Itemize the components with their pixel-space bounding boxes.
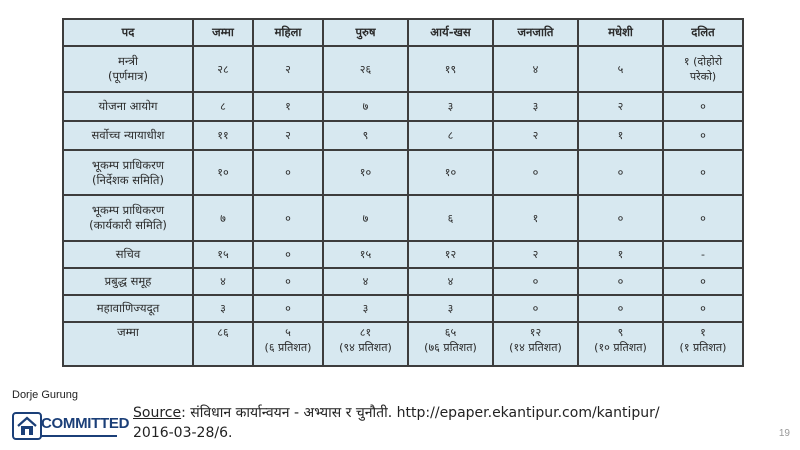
table-row	[63, 268, 743, 295]
table-cell: ७	[323, 92, 408, 121]
table-cell: ०	[663, 295, 743, 322]
table-cell: २	[493, 121, 578, 150]
table-cell: ४	[193, 268, 253, 295]
table-cell: ७	[193, 195, 253, 241]
table-cell: ३	[323, 295, 408, 322]
table-cell: ३	[408, 295, 493, 322]
table-cell: ३	[193, 295, 253, 322]
table-cell: ६	[408, 195, 493, 241]
table-cell: १ (१ प्रतिशत)	[663, 322, 743, 366]
table-cell: ३	[408, 92, 493, 121]
table-cell: ०	[663, 268, 743, 295]
table-cell: ०	[253, 295, 323, 322]
table-cell: ०	[578, 195, 663, 241]
table-cell: २६	[323, 46, 408, 92]
table-cell: ०	[493, 268, 578, 295]
row-label-cell: भूकम्प प्राधिकरण (निर्देशक समिति)	[63, 150, 193, 195]
table-cell: २	[493, 241, 578, 268]
table-row	[63, 322, 743, 366]
header-total: जम्मा	[193, 19, 253, 46]
table-cell: ०	[253, 241, 323, 268]
source-text: : संविधान कार्यान्वयन - अभ्यास र चुनौती. http://epaper.ekantipur.com/kantipur/ 2016-03-28/6.	[133, 405, 660, 441]
table-cell: ६५ (७६ प्रतिशत)	[408, 322, 493, 366]
source-label: Source	[133, 405, 182, 421]
table-cell: ०	[663, 195, 743, 241]
table-cell: ७	[323, 195, 408, 241]
table-cell: १५	[323, 241, 408, 268]
table-cell: ८६	[193, 322, 253, 366]
table-cell: ०	[493, 150, 578, 195]
table-cell: ३	[493, 92, 578, 121]
row-label-cell: भूकम्प प्राधिकरण (कार्यकारी समिति)	[63, 195, 193, 241]
house-icon	[12, 412, 42, 440]
table-cell: १०	[193, 150, 253, 195]
table-cell: १	[578, 121, 663, 150]
table-cell: ०	[663, 150, 743, 195]
table-cell: ८१ (९४ प्रतिशत)	[323, 322, 408, 366]
table-cell: ०	[578, 150, 663, 195]
table-cell: ८	[408, 121, 493, 150]
page-number: 19	[778, 428, 790, 439]
table-cell: ०	[493, 295, 578, 322]
header-madheshi: मधेशी	[578, 19, 663, 46]
logo-text: COMMITTED	[41, 415, 130, 432]
row-label-cell: सचिव	[63, 241, 193, 268]
table-cell: ०	[253, 195, 323, 241]
table-cell: १	[578, 241, 663, 268]
table-row	[63, 241, 743, 268]
table-row	[63, 150, 743, 195]
table-cell: -	[663, 241, 743, 268]
author-name: Dorje Gurung	[12, 389, 79, 401]
table-row	[63, 46, 743, 92]
table-cell: २८	[193, 46, 253, 92]
table-row	[63, 195, 743, 241]
row-label-cell: महावाणिज्यदूत	[63, 295, 193, 322]
table-row	[63, 295, 743, 322]
table-cell: ९ (१० प्रतिशत)	[578, 322, 663, 366]
table-cell: ०	[578, 268, 663, 295]
header-men: पुरुष	[323, 19, 408, 46]
table-header-row	[63, 19, 743, 46]
table-row	[63, 121, 743, 150]
table-cell: ५	[578, 46, 663, 92]
table-cell: १५	[193, 241, 253, 268]
row-label-cell: मन्त्री (पूर्णमात्र)	[63, 46, 193, 92]
header-janajati: जनजाति	[493, 19, 578, 46]
table-cell: १२	[408, 241, 493, 268]
table-cell: २	[578, 92, 663, 121]
table-cell: १ (दोहोरो परेको)	[663, 46, 743, 92]
table-cell: ११	[193, 121, 253, 150]
table-cell: ८	[193, 92, 253, 121]
source-citation	[133, 403, 753, 443]
table-cell: १०	[323, 150, 408, 195]
row-label-cell: जम्मा	[63, 322, 193, 366]
header-arya-khas: आर्य-खस	[408, 19, 493, 46]
table-cell: ४	[408, 268, 493, 295]
row-label-cell: योजना आयोग	[63, 92, 193, 121]
table-cell: १०	[408, 150, 493, 195]
table-row	[63, 92, 743, 121]
table-cell: ४	[493, 46, 578, 92]
header-dalit: दलित	[663, 19, 743, 46]
table-cell: १२ (१४ प्रतिशत)	[493, 322, 578, 366]
table-cell: १	[493, 195, 578, 241]
table-body	[63, 46, 743, 366]
table-cell: ५ (६ प्रतिशत)	[253, 322, 323, 366]
table-cell: ०	[253, 268, 323, 295]
header-position: पद	[63, 19, 193, 46]
table-cell: ०	[578, 295, 663, 322]
table-cell: ४	[323, 268, 408, 295]
table-cell: १	[253, 92, 323, 121]
representation-table	[62, 18, 744, 367]
table-cell: २	[253, 46, 323, 92]
table-cell: ९	[323, 121, 408, 150]
row-label-cell: प्रबुद्ध समूह	[63, 268, 193, 295]
table-cell: ०	[663, 92, 743, 121]
table-cell: ०	[663, 121, 743, 150]
header-women: महिला	[253, 19, 323, 46]
table-cell: १९	[408, 46, 493, 92]
logo-underline	[41, 435, 117, 437]
table-cell: ०	[253, 150, 323, 195]
committed-logo	[8, 410, 130, 446]
row-label-cell: सर्वोच्च न्यायाधीश	[63, 121, 193, 150]
table-cell: २	[253, 121, 323, 150]
